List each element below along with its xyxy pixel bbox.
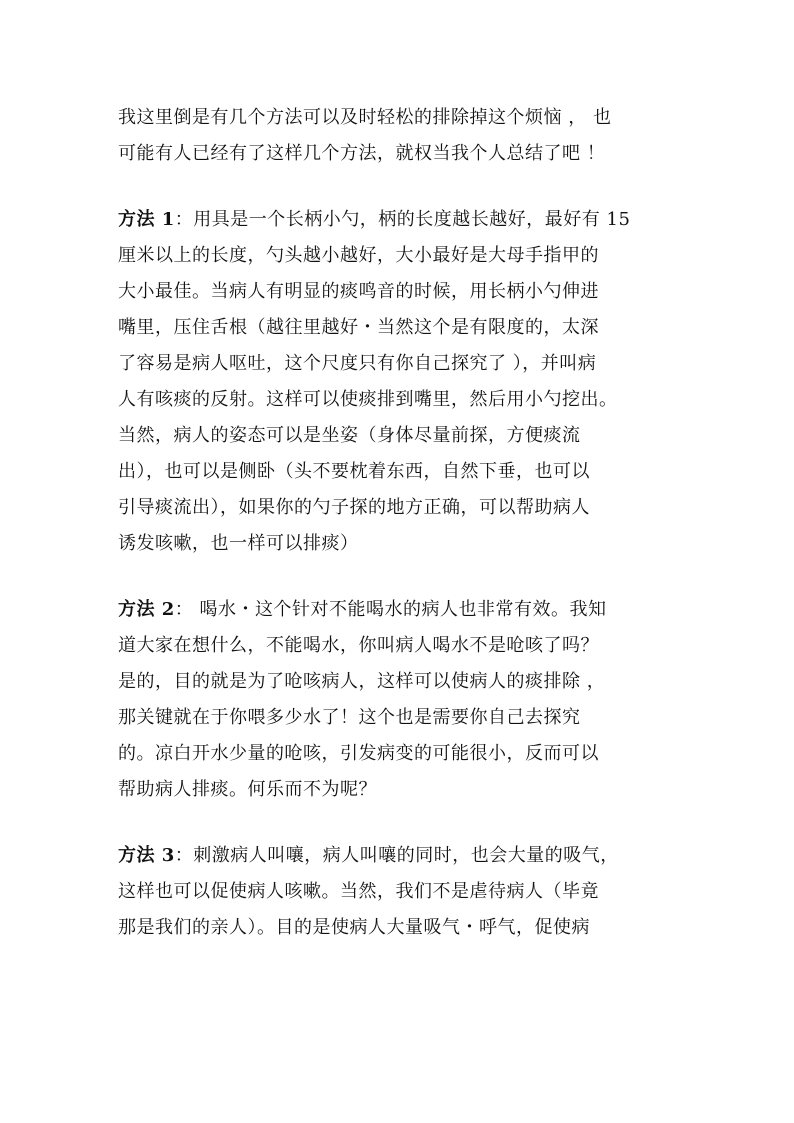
method-1-paragraph <box>118 206 678 566</box>
text-line: 道大家在想什么，不能喝水，你叫病人喝水不是呛咳了吗？ <box>118 635 599 656</box>
method-2-paragraph <box>118 596 678 812</box>
text-line <box>118 842 678 878</box>
text-line: 我这里倒是有几个方法可以及时轻松的排除掉这个烦恼 ， 也 <box>118 107 612 128</box>
text-line: 嘴里，压住舌根（越往里越好・当然这个是有限度的，太深 <box>118 317 599 338</box>
text-line: 帮助病人排痰。何乐而不为呢？ <box>118 779 377 800</box>
text-line: 那关键就在于你喂多少水了！这个也是需要你自己去探究 <box>118 707 581 728</box>
method-3-paragraph <box>118 842 678 950</box>
text-line: 厘米以上的长度，勺头越小越好，大小最好是大母手指甲的 <box>118 245 599 266</box>
method-1-label: 方法 1 <box>118 209 175 230</box>
paragraph-gap <box>118 566 678 596</box>
text-line: 出），也可以是侧卧（头不要枕着东西，自然下垂，也可以 <box>118 461 590 482</box>
text-line: 当然，病人的姿态可以是坐姿（身体尽量前探，方便痰流 <box>118 425 581 446</box>
paragraph-gap <box>118 176 678 206</box>
text-segment: ：刺激病人叫嚷，病人叫嚷的同时，也会大量的吸气， <box>174 845 619 866</box>
document-body <box>118 104 678 950</box>
text-segment: ：用具是一个长柄小勺，柄的长度越长越好，最好有 15 <box>174 209 631 230</box>
text-line: 可能有人已经有了这样几个方法，就权当我个人总结了吧 ！ <box>118 143 606 164</box>
text-line: 是的，目的就是为了呛咳病人，这样可以使病人的痰排除 ， <box>118 671 606 692</box>
text-line: 这样也可以促使病人咳嗽。当然，我们不是虐待病人（毕竟 <box>118 881 599 902</box>
text-line: 的。凉白开水少量的呛咳，引发病变的可能很小，反而可以 <box>118 743 599 764</box>
paragraph-gap <box>118 812 678 842</box>
text-segment: ： 喝水・这个针对不能喝水的病人也非常有效。我知 <box>174 599 607 620</box>
text-line <box>118 596 678 632</box>
intro-paragraph <box>118 104 678 176</box>
text-line: 了容易是病人呕吐，这个尺度只有你自己探究了 ），并叫病 <box>118 353 597 374</box>
method-2-label: 方法 2 <box>118 599 175 620</box>
text-line: 那是我们的亲人）。目的是使病人大量吸气・呼气，促使病 <box>118 917 590 938</box>
text-line: 诱发咳嗽，也一样可以排痰） <box>118 533 359 554</box>
method-3-label: 方法 3 <box>118 845 175 866</box>
text-line: 引导痰流出），如果你的勺子探的地方正确，可以帮助病人 <box>118 497 590 518</box>
text-line: 人有咳痰的反射。这样可以使痰排到嘴里，然后用小勺挖出。 <box>118 389 618 410</box>
text-line <box>118 206 678 242</box>
text-line: 大小最佳。当病人有明显的痰鸣音的时候，用长柄小勺伸进 <box>118 281 599 302</box>
